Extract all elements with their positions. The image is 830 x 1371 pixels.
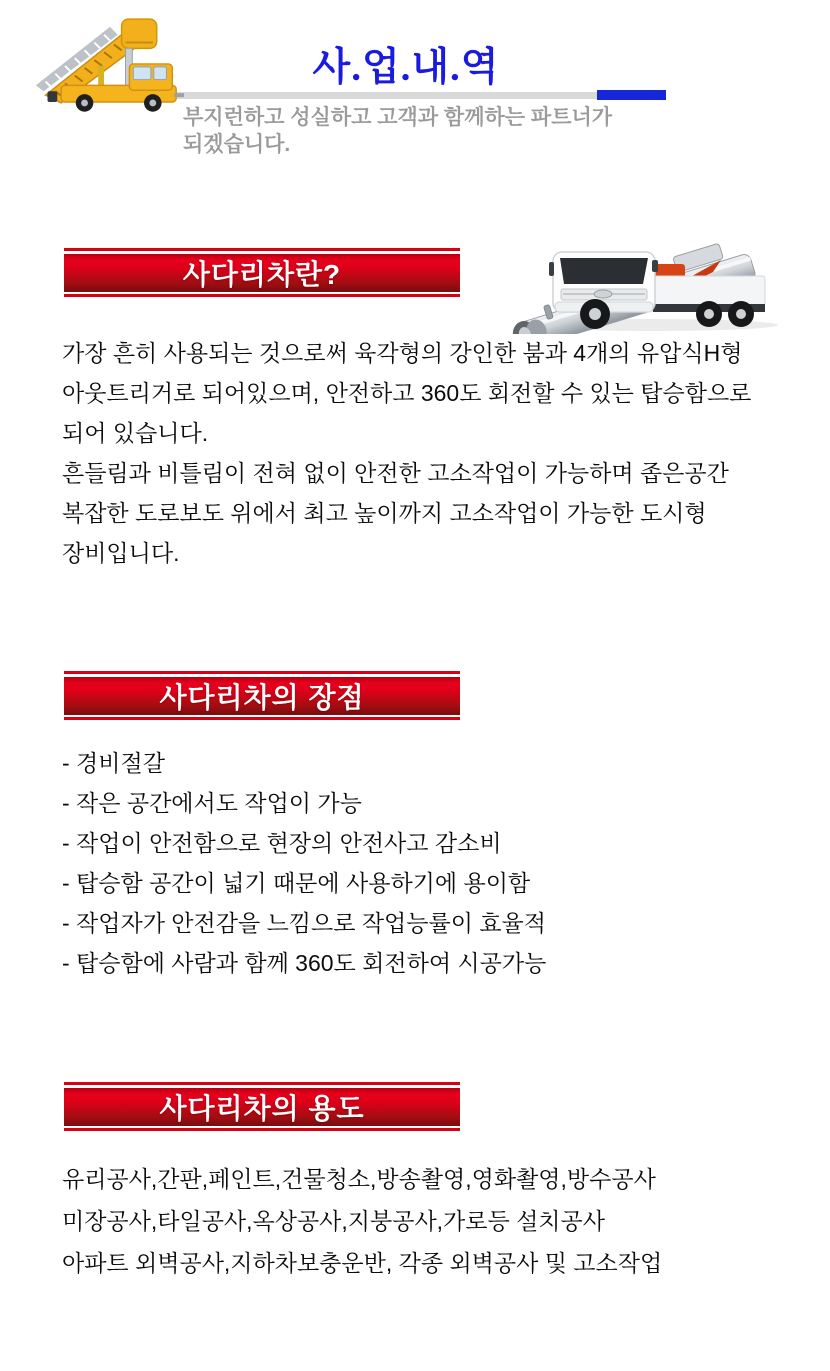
divider-bar-blue-accent — [597, 90, 666, 100]
advantage-list-item: - 작업이 안전함으로 현장의 안전사고 감소비 — [62, 830, 502, 856]
advantage-list-item: - 경비절갈 — [62, 750, 165, 776]
body-line: 가장 흔히 사용되는 것으로써 육각형의 강인한 붐과 4개의 유압식H형 — [62, 340, 743, 366]
section-body-advantages-list — [62, 743, 702, 983]
section-title: 사다리차의 장점 — [159, 682, 365, 713]
banner-top-rule — [64, 671, 460, 674]
body-line: 장비입니다. — [62, 540, 180, 566]
advantage-list-item: - 작은 공간에서도 작업이 가능 — [62, 790, 362, 816]
banner-bottom-rule — [64, 294, 460, 297]
section-banner-advantages — [64, 671, 460, 720]
body-line: 되어 있습니다. — [62, 420, 209, 446]
advantage-list-item: - 탑승함에 사람과 함께 360도 회전하여 시공가능 — [62, 950, 547, 976]
body-line: 아웃트리거로 되어있으며, 안전하고 360도 회전할 수 있는 탑승함으로 — [62, 380, 752, 406]
page-title: 사.업.내.역 — [312, 46, 500, 89]
divider-bar-gray — [113, 92, 597, 99]
tagline — [183, 104, 703, 158]
body-line: 아파트 외벽공사,지하차보충운반, 각종 외벽공사 및 고소작업 — [62, 1250, 663, 1276]
section-body-what-is-ladder-truck — [62, 333, 802, 573]
banner-bar — [64, 254, 460, 292]
banner-bar — [64, 1088, 460, 1126]
body-line: 유리공사,간판,페인트,건물청소,방송촬영,영화촬영,방수공사 — [62, 1166, 656, 1192]
advantage-list-item: - 작업자가 안전감을 느낌으로 작업능률이 효율적 — [62, 910, 546, 936]
advantage-list-item: - 탑승함 공간이 넓기 때문에 사용하기에 용이함 — [62, 870, 531, 896]
banner-bottom-rule — [64, 717, 460, 720]
banner-top-rule — [64, 248, 460, 251]
section-title: 사다리차란? — [182, 259, 342, 290]
body-line: 복잡한 도로보도 위에서 최고 높이까지 고소작업이 가능한 도시형 — [62, 500, 707, 526]
tagline-line: 되겠습니다. — [183, 133, 291, 156]
boarding-stairs-truck-icon — [28, 6, 184, 118]
banner-bottom-rule — [64, 1128, 460, 1131]
tagline-line: 부지런하고 성실하고 고객과 함께하는 파트너가 — [183, 106, 613, 129]
body-line: 미장공사,타일공사,옥상공사,지붕공사,가로등 설치공사 — [62, 1208, 605, 1234]
section-banner-what-is-ladder-truck — [64, 248, 460, 297]
section-title: 사다리차의 용도 — [159, 1093, 365, 1124]
banner-top-rule — [64, 1082, 460, 1085]
body-line: 흔들림과 비틀림이 전혀 없이 안전한 고소작업이 가능하며 좁은공간 — [62, 460, 729, 486]
ladder-truck-photo — [503, 172, 795, 334]
banner-bar — [64, 677, 460, 715]
section-banner-uses — [64, 1082, 460, 1131]
section-body-uses — [62, 1158, 802, 1284]
